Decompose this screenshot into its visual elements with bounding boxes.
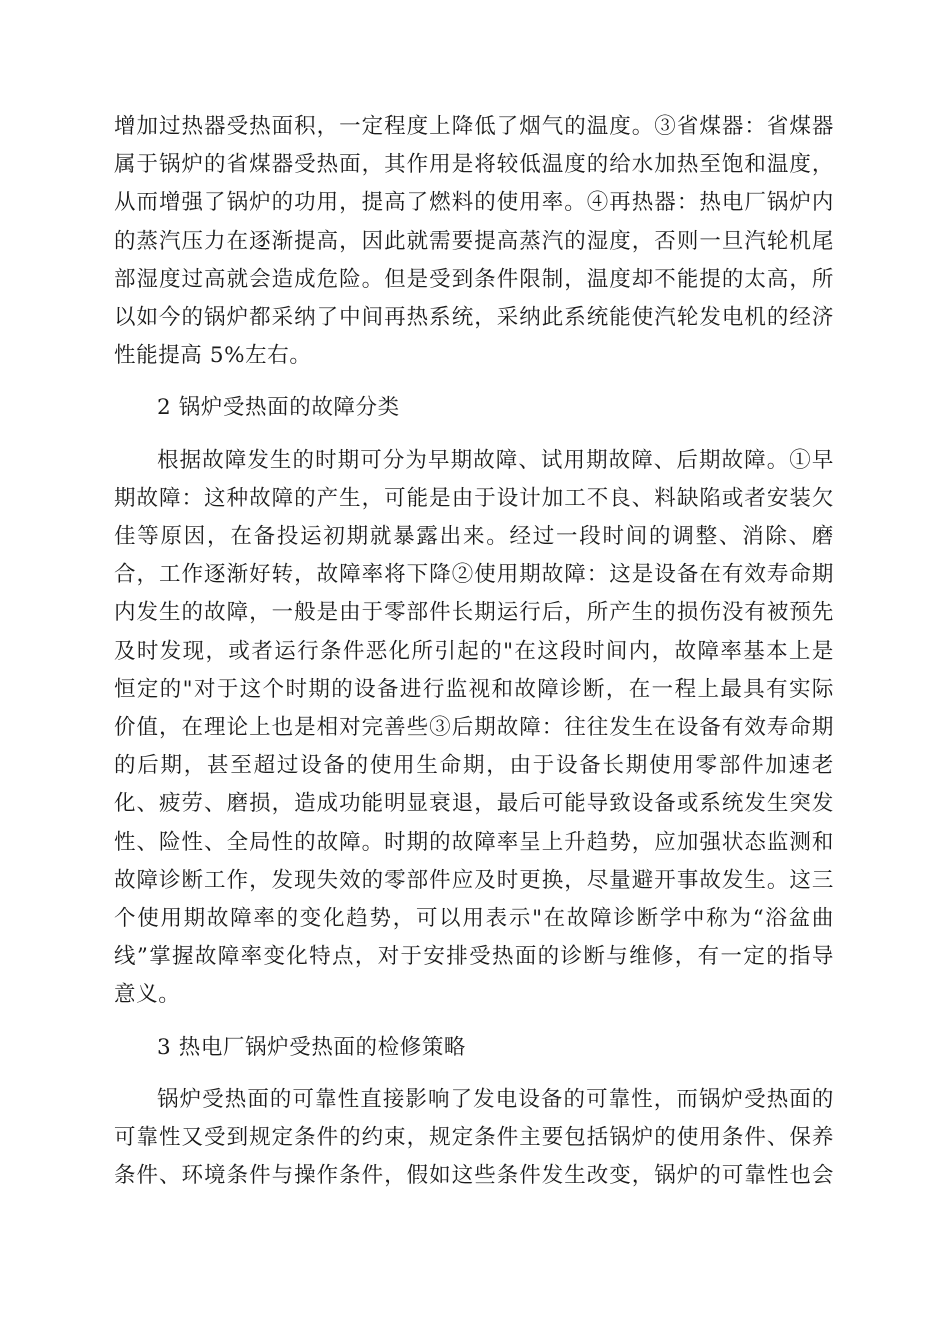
text-line: 故障诊断工作，发现失效的零部件应及时更换，尽量避开事故发生。这三 [114, 867, 834, 893]
text-line: 恒定的"对于这个时期的设备进行监视和故障诊断，在一程上最具有实际 [114, 676, 834, 702]
text-line: 个使用期故障率的变化趋势，可以用表示"在故障诊断学中称为“浴盆曲 [114, 906, 834, 932]
text-line: 性能提高 5%左右。 [114, 343, 312, 369]
text-line: 性、险性、全局性的故障。时期的故障率呈上升趋势，应加强状态监测和 [114, 829, 834, 855]
text-line: 可靠性又受到规定条件的约束，规定条件主要包括锅炉的使用条件、保养 [114, 1125, 834, 1151]
text-line: 意义。 [114, 982, 181, 1008]
text-line: 内发生的故障，一般是由于零部件长期运行后，所产生的损伤没有被预先 [114, 600, 834, 626]
paragraph-fault-classification [114, 442, 834, 1015]
text-line: 期故障：这种故障的产生，可能是由于设计加工不良、料缺陷或者安装欠 [114, 485, 834, 511]
text-line: 增加过热器受热面积，一定程度上降低了烟气的温度。③省煤器：省煤器 [114, 114, 834, 139]
section-heading-3: 3 热电厂锅炉受热面的检修策略 [157, 1034, 467, 1060]
document-page [114, 108, 834, 1209]
text-line: 以如今的锅炉都采纳了中间再热系统，采纳此系统能使汽轮发电机的经济 [114, 305, 834, 331]
text-line: 锅炉受热面的可靠性直接影响了发电设备的可靠性，而锅炉受热面的 [157, 1086, 834, 1112]
text-line: 的后期，甚至超过设备的使用生命期，由于设备长期使用零部件加速老 [114, 753, 834, 779]
text-line: 化、疲劳、磨损，造成功能明显衰退，最后可能导致设备或系统发生突发 [114, 791, 834, 817]
text-line: 根据故障发生的时期可分为早期故障、试用期故障、后期故障。①早 [157, 447, 834, 473]
text-line: 属于锅炉的省煤器受热面，其作用是将较低温度的给水加热至饱和温度， [114, 152, 834, 178]
paragraph-maintenance-strategy [114, 1081, 834, 1196]
text-line: 条件、环境条件与操作条件，假如这些条件发生改变，锅炉的可靠性也会 [114, 1163, 834, 1189]
text-line: 的蒸汽压力在逐渐提高，因此就需要提高蒸汽的湿度，否则一旦汽轮机尾 [114, 228, 834, 254]
text-line: 价值，在理论上也是相对完善些③后期故障：往往发生在设备有效寿命期 [114, 715, 834, 741]
text-line: 及时发现，或者运行条件恶化所引起的"在这段时间内，故障率基本上是 [114, 638, 834, 664]
text-line: 从而增强了锅炉的功用，提高了燃料的使用率。④再热器：热电厂锅炉内 [114, 190, 834, 216]
text-line: 佳等原因，在备投运初期就暴露出来。经过一段时间的调整、消除、磨 [114, 524, 834, 550]
text-line: 部湿度过高就会造成危险。但是受到条件限制，温度却不能提的太高，所 [114, 266, 834, 292]
section-heading-2: 2 锅炉受热面的故障分类 [157, 395, 400, 421]
text-line: 合，工作逐渐好转，故障率将下降②使用期故障：这是设备在有效寿命期 [114, 562, 834, 588]
text-line: 线”掌握故障率变化特点，对于安排受热面的诊断与维修，有一定的指导 [114, 944, 834, 970]
paragraph-superheater-economizer-reheater [114, 108, 834, 375]
